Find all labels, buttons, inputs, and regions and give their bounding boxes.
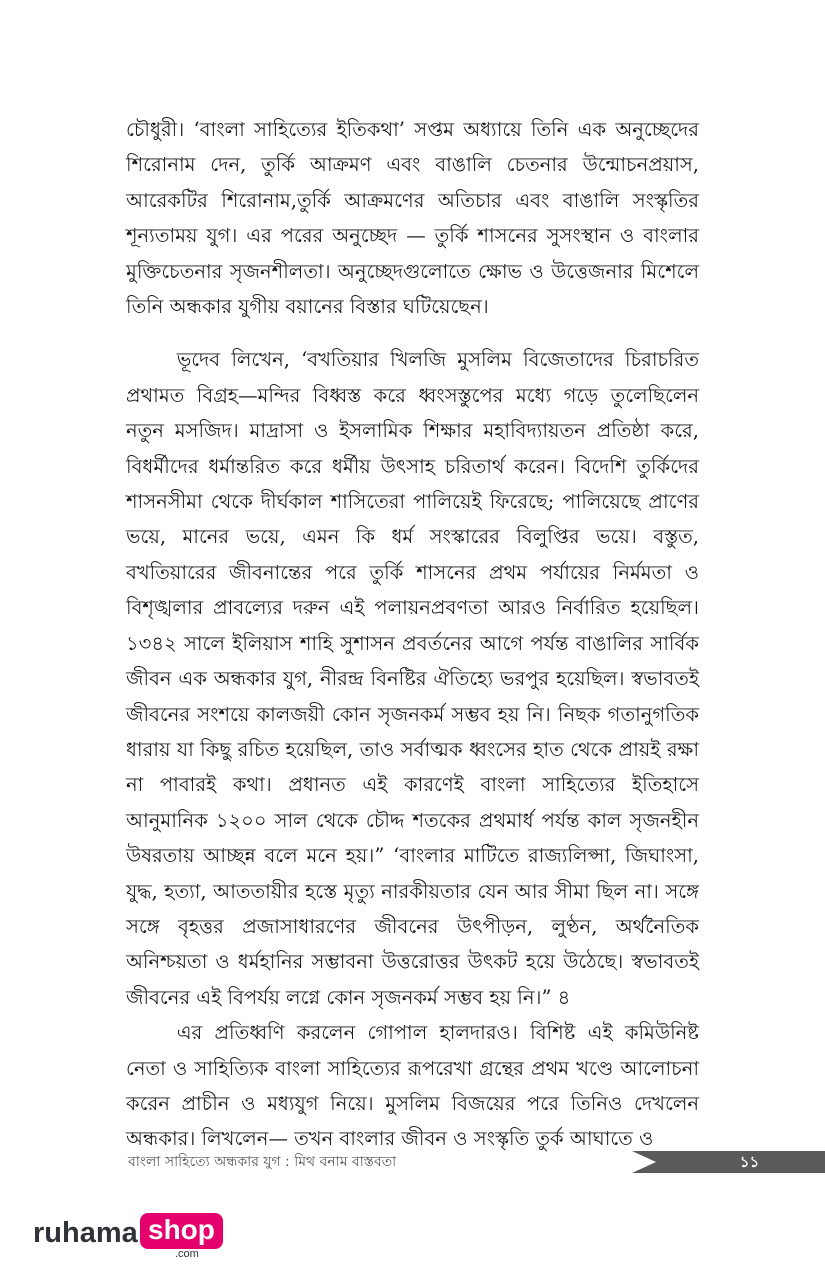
logo-shop-badge: shop <box>140 1213 223 1249</box>
logo-brand: ruhama <box>33 1217 138 1249</box>
page-body <box>126 112 699 1157</box>
paragraph-3: এর প্রতিধ্বণি করলেন গোপাল হালদারও। বিশিষ্ট এই কমিউনিষ্ট নেতা ও সাহিত্যিক বাংলা সাহিত্যের রূপরেখা গ্রন্থের প্রথম খণ্ডে আলোচনা করেন প্রাচীন ও মধ্যযুগ নিয়ে। মুসলিম বিজয়ের পরে তিনিও দেখলেন অন্ধকার। লিখলেন— তখন বাংলার জীবন ও সংস্কৃতি তুর্ক আঘাতে ও <box>126 1021 699 1151</box>
paragraph-1: চৌধুরী। ‘বাংলা সাহিত্যের ইতিকথা’ সপ্তম অধ্যায়ে তিনি এক অনুচ্ছেদের শিরোনাম দেন, তুর্কি আক্রমণ এবং বাঙালি চেতনার উন্মোচনপ্রয়াস, আরেকটির শিরোনাম,তুর্কি আক্রমণের অতিচার এবং বাঙালি সংস্কৃতির শূন্যতাময় যুগ। এর পরের অনুচ্ছেদ — তুর্কি শাসনের সুসংস্থান ও বাংলার মুক্তিচেতনার সৃজনশীলতা। অনুচ্ছেদগুলোতে ক্ষোভ ও উত্তেজনার মিশেলে তিনি অন্ধকার যুগীয় বয়ানের বিস্তার ঘটিয়েছেন। <box>126 118 699 319</box>
page-number-bar <box>632 1151 825 1173</box>
ruhamashop-logo <box>33 1213 233 1259</box>
running-footer-title: বাংলা সাহিত্যে অন্ধকার যুগ : মিথ বনাম বাস্তবতা <box>128 1154 397 1170</box>
logo-domain: .com <box>175 1248 199 1260</box>
page-number: ১১ <box>739 1153 760 1171</box>
paragraph-2: ভূদেব লিখেন, ‘বখতিয়ার খিলজি মুসলিম বিজেতাদের চিরাচরিত প্রথামত বিগ্রহ—মন্দির বিধ্বস্ত করে ধ্বংসস্তুপের মধ্যে গড়ে তুলেছিলেন নতুন মসজিদ। মাদ্রাসা ও ইসলামিক শিক্ষার মহাবিদ্যায়তন প্রতিষ্ঠা করে, বিধর্মীদের ধর্মান্তরিত করে ধর্মীয় উৎসাহ চরিতার্থ করেন। বিদেশি তুর্কিদের শাসনসীমা থেকে দীর্ঘকাল শাসিতেরা পালিয়েই ফিরেছে; পালিয়েছে প্রাণের ভয়ে, মানের ভয়ে, এমন কি ধর্ম সংস্কারের বিলুপ্তির ভয়ে। বস্তুত, বখতিয়ারের জীবনান্তের পরে তুর্কি শাসনের প্রথম পর্যায়ের নির্মমতা ও বিশৃঙ্খলার প্রাবল্যের দরুন এই পলায়নপ্রবণতা আরও নির্বারিত হয়েছিল। ১৩৪২ সালে ইলিয়াস শাহি সুশাসন প্রবর্তনের আগে পর্যন্ত বাঙালির সার্বিক জীবন এক অন্ধকার যুগ, নীরন্দ্র বিনষ্টির ঐতিহ্যে ভরপুর হয়েছিল। স্বভাবতই জীবনের সংশয়ে কালজয়ী কোন সৃজনকর্ম সম্ভব হয় নি। নিছক গতানুগতিক ধারায় যা কিছু রচিত হয়েছিল, তাও সর্বাত্মক ধ্বংসের হাত থেকে প্রায়ই রক্ষা না পাবারই কথা। প্রধানত এই কারণেই বাংলা সাহিত্যের ইতিহাসে আনুমানিক ১২০০ সাল থেকে চৌদ্দ শতকের প্রথমার্ধ পর্যন্ত কাল সৃজনহীন উষরতায় আচ্ছন্ন বলে মনে হয়।” ‘বাংলার মাটিতে রাজ্যলিপ্সা, জিঘাংসা, যুদ্ধ, হত্যা, আততায়ীর হস্তে মৃত্যু নারকীয়তার যেন আর সীমা ছিল না। সঙ্গে সঙ্গে বৃহত্তর প্রজাসাধারণের জীবনের উৎপীড়ন, লুণ্ঠন, অর্থনৈতিক অনিশ্চয়তা ও ধর্মহানির সম্ভাবনা উত্তরোত্তর উৎকট হয়ে উঠেছে। স্বভাবতই জীবনের এই বিপর্যয় লগ্নে কোন সৃজনকর্ম সম্ভব হয় নি।” ৪ <box>126 348 699 1009</box>
